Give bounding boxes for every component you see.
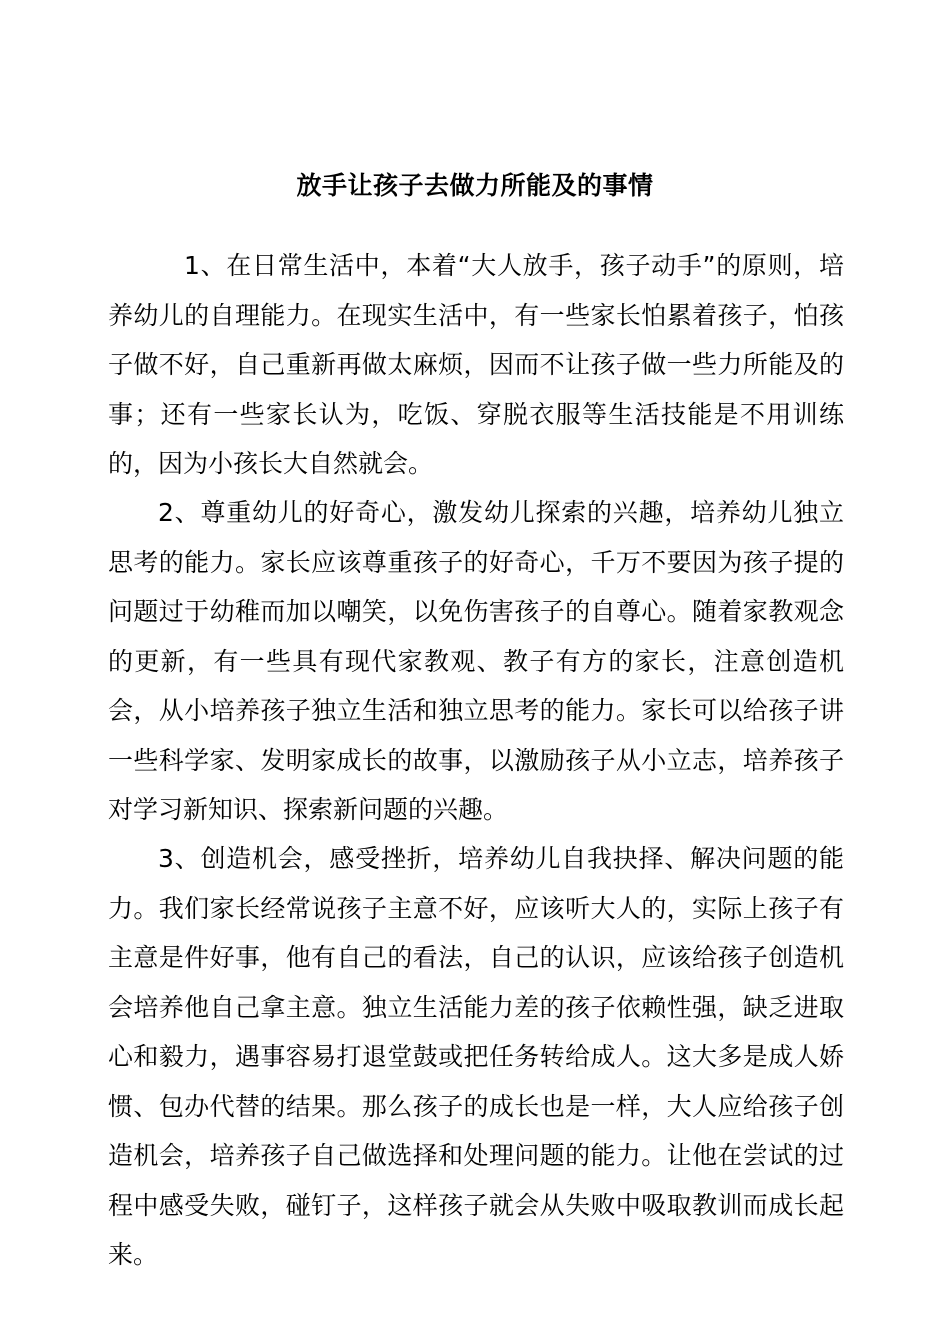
paragraph-2: 2、尊重幼儿的好奇心，激发幼儿探索的兴趣，培养幼儿独立思考的能力。家长应该尊重孩子的好奇心，千万不要因为孩子提的问题过于幼稚而加以嘲笑，以免伤害孩子的自尊心。随着家教观念的更新，有一些具有现代家教观、教子有方的家长，注意创造机会，从小培养孩子独立生活和独立思考的能力。家长可以给孩子讲一些科学家、发明家成长的故事，以激励孩子从小立志，培养孩子对学习新知识、探索新问题的兴趣。 — [108, 498, 844, 824]
paragraph-3: 3、创造机会，感受挫折，培养幼儿自我抉择、解决问题的能力。我们家长经常说孩子主意不好，应该听大人的，实际上孩子有主意是件好事，他有自己的看法，自己的认识，应该给孩子创造机会培养他自己拿主意。独立生活能力差的孩子依赖性强，缺乏进取心和毅力，遇事容易打退堂鼓或把任务转给成人。这大多是成人娇惯、包办代替的结果。那么孩子的成长也是一样，大人应给孩子创造机会，培养孩子自己做选择和处理问题的能力。让他在尝试的过程中感受失败，碰钉子，这样孩子就会从失败中吸取教训而成长起来。 — [108, 844, 844, 1269]
paragraph-1: 1、在日常生活中，本着“大人放手，孩子动手”的原则，培养幼儿的自理能力。在现实生活中，有一些家长怕累着孩子，怕孩子做不好，自己重新再做太麻烦，因而不让孩子做一些力所能及的事；还有一些家长认为，吃饭、穿脱衣服等生活技能是不用训练的，因为小孩长大自然就会。 — [108, 251, 844, 478]
page-title: 放手让孩子去做力所能及的事情 — [296, 171, 654, 200]
